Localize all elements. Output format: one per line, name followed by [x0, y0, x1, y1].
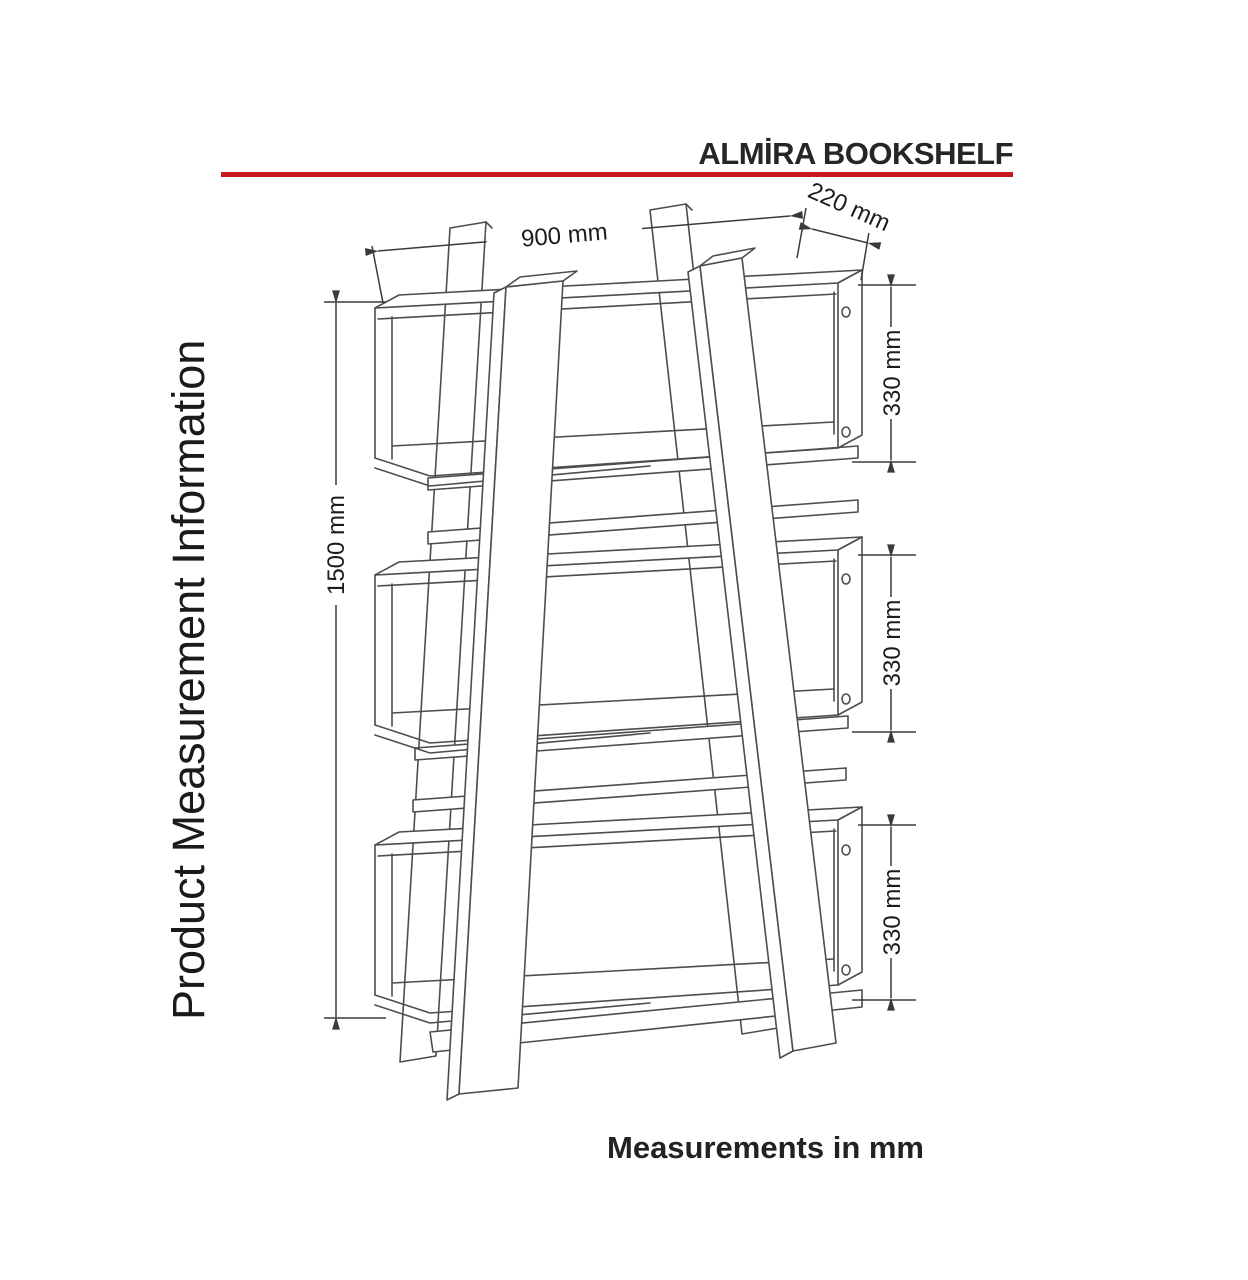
dim-height-label: 1500 mm	[323, 494, 350, 596]
dimension-depth	[799, 175, 898, 280]
dim-shelf1-label: 330 mm	[879, 329, 906, 417]
side-label: Product Measurement Information	[163, 339, 214, 1021]
dimension-height	[322, 302, 386, 1018]
dim-width-label: 900 mm	[519, 218, 609, 253]
footer-note: Measurements in mm	[607, 1130, 924, 1165]
dim-shelf3-label: 330 mm	[879, 868, 906, 956]
dim-depth-label: 220 mm	[803, 177, 895, 238]
dim-shelf2-label: 330 mm	[879, 599, 906, 687]
page-title: ALMİRA BOOKSHELF	[698, 136, 1013, 171]
